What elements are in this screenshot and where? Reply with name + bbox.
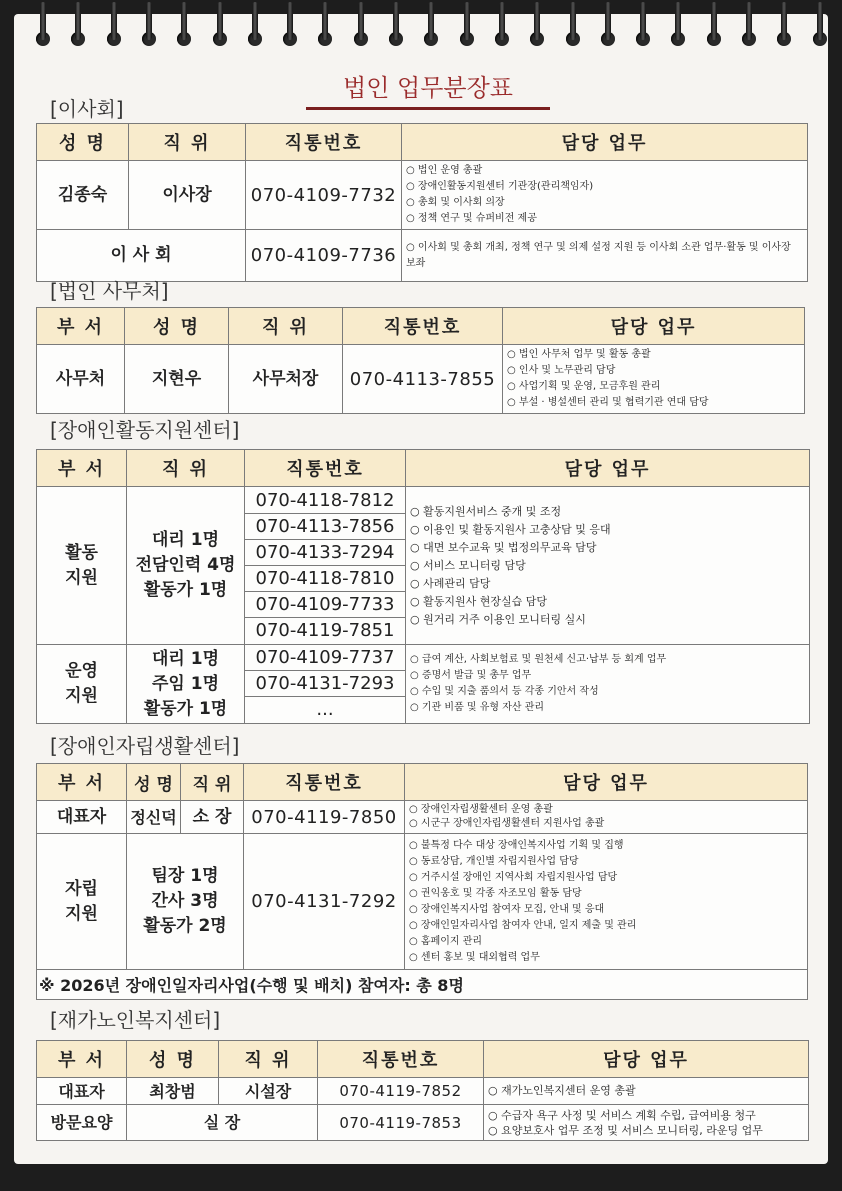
table-row [37, 1078, 809, 1105]
table-row [37, 834, 808, 970]
position-line: 활동가 1명 [143, 580, 228, 600]
position-cell: 소 장 [181, 801, 244, 834]
dept-cell: 대표자 [37, 801, 127, 834]
position-cell [127, 645, 245, 724]
duty-cell [402, 230, 808, 282]
dept-cell: 사무처 [37, 345, 125, 414]
duty-item: ○ 수급자 욕구 사정 및 서비스 계획 수립, 급여비용 청구 [488, 1108, 804, 1123]
elderly-center-table [36, 1040, 809, 1141]
phone-line: 070-4119-7851 [255, 619, 395, 641]
table-row [37, 345, 805, 414]
header-duty: 담당 업무 [406, 450, 810, 487]
duty-item: ○ 기관 비품 및 유형 자산 관리 [410, 700, 805, 716]
section-title-secretariat: [법인 사무처] [50, 279, 169, 303]
table-row [37, 487, 810, 645]
duty-item: ○ 활동지원사 현장실습 담당 [410, 593, 805, 611]
duty-item: ○ 장애인자립생활센터 운영 총괄 [409, 803, 803, 817]
binding-ring [248, 2, 262, 46]
position-line: 팀장 1명 [151, 866, 219, 886]
binding-ring [777, 2, 791, 46]
binding-ring [424, 2, 438, 46]
duty-item: ○ 홈페이지 관리 [409, 934, 803, 950]
binding-ring [283, 2, 297, 46]
duty-item: ○ 사업기획 및 운영, 모금후원 관리 [507, 379, 800, 395]
phone-line: 070-4133-7294 [245, 540, 405, 566]
phone-cell: 070-4109-7736 [246, 230, 402, 282]
binding-ring [389, 2, 403, 46]
duty-item: ○ 시군구 장애인자립생활센터 지원사업 총괄 [409, 817, 803, 831]
duty-cell [484, 1078, 809, 1105]
note-row [37, 970, 808, 1000]
duty-item: ○ 부설 · 병설센터 관리 및 협력기관 연대 담당 [507, 395, 800, 411]
binding-ring [36, 2, 50, 46]
dept-line: 활동 [65, 542, 98, 563]
position-line: 전담인력 4명 [135, 555, 236, 575]
header-position: 직 위 [127, 450, 245, 487]
header-phone: 직통번호 [318, 1041, 484, 1078]
duty-item: ○ 요양보호사 업무 조정 및 서비스 모니터링, 라운딩 업무 [488, 1123, 804, 1138]
duty-cell [503, 345, 805, 414]
binding-ring [601, 2, 615, 46]
header-dept: 부 서 [37, 308, 125, 345]
header-name: 성 명 [127, 764, 181, 801]
duty-item: ○ 인사 및 노무관리 담당 [507, 363, 800, 379]
position-cell: 사무처장 [229, 345, 343, 414]
phone-cell: 070-4119-7853 [318, 1105, 484, 1141]
header-dept: 부 서 [37, 450, 127, 487]
binding-ring [566, 2, 580, 46]
name-cell: 지현우 [125, 345, 229, 414]
name-cell: 정신덕 [127, 801, 181, 834]
position-cell: 이사장 [129, 161, 246, 230]
header-position: 직 위 [129, 124, 246, 161]
header-name: 성 명 [125, 308, 229, 345]
duty-item: ○ 총회 및 이사회 의장 [406, 195, 803, 211]
header-duty: 담당 업무 [503, 308, 805, 345]
position-cell: 실 장 [127, 1105, 318, 1141]
duty-cell [406, 645, 810, 724]
header-duty: 담당 업무 [484, 1041, 809, 1078]
header-phone: 직통번호 [343, 308, 503, 345]
phone-line: 070-4109-7733 [245, 592, 405, 618]
duty-item: ○ 급여 계산, 사회보험료 및 원천세 신고·납부 등 회계 업무 [410, 652, 805, 668]
duty-item: ○ 사례관리 담당 [410, 575, 805, 593]
duty-item: ○ 장애인활동지원센터 기관장(관리책임자) [406, 179, 803, 195]
table-row [37, 161, 808, 230]
header-phone: 직통번호 [244, 764, 405, 801]
dept-cell: 대표자 [37, 1078, 127, 1105]
dept-line: 자립 [65, 878, 98, 899]
header-phone: 직통번호 [246, 124, 402, 161]
duty-cell [402, 161, 808, 230]
binding-ring [636, 2, 650, 46]
phone-cell [245, 645, 406, 724]
table-row [37, 801, 808, 834]
position-cell: 시설장 [219, 1078, 318, 1105]
duty-item: ○ 거주시설 장애인 지역사회 자립지원사업 담당 [409, 870, 803, 886]
participants-note: ※ 2026년 장애인일자리사업(수행 및 배치) 참여자: 총 8명 [37, 970, 808, 1000]
binding-ring [495, 2, 509, 46]
header-name: 성 명 [37, 124, 129, 161]
phone-cell [245, 487, 406, 645]
position-line: 대리 1명 [151, 530, 219, 550]
dept-line: 지원 [65, 903, 98, 924]
duty-item: ○ 센터 홍보 및 대외협력 업무 [409, 950, 803, 966]
independent-living-table [36, 763, 808, 1000]
dept-line: 지원 [65, 686, 98, 706]
header-position: 직 위 [219, 1041, 318, 1078]
phone-cell: 070-4119-7852 [318, 1078, 484, 1105]
binding-ring [530, 2, 544, 46]
phone-line: 070-4118-7810 [245, 566, 405, 592]
header-duty: 담당 업무 [402, 124, 808, 161]
binding-ring [318, 2, 332, 46]
duty-item: ○ 장애인복지사업 참여자 모집, 안내 및 응대 [409, 902, 803, 918]
position-cell [127, 487, 245, 645]
duty-item: ○ 수입 및 지출 품의서 등 각종 기안서 작성 [410, 684, 805, 700]
duty-item: ○ 법인 사무처 업무 및 활동 총괄 [507, 347, 800, 363]
section-title-elderly-center: [재가노인복지센터] [50, 1008, 221, 1032]
phone-cell: 070-4113-7855 [343, 345, 503, 414]
binding-ring [671, 2, 685, 46]
board-table [36, 123, 808, 282]
header-duty: 담당 업무 [405, 764, 808, 801]
table-row [37, 645, 810, 724]
phone-line: 070-4113-7856 [245, 514, 405, 540]
position-line: 대리 1명 [151, 648, 219, 669]
header-position: 직 위 [229, 308, 343, 345]
binding-ring [213, 2, 227, 46]
secretariat-table [36, 307, 805, 414]
duty-item: ○ 법인 운영 총괄 [406, 163, 803, 179]
duty-item: ○ 장애인일자리사업 참여자 안내, 일지 제출 및 관리 [409, 918, 803, 934]
table-row [37, 230, 808, 282]
header-dept: 부 서 [37, 1041, 127, 1078]
dept-cell [37, 487, 127, 645]
position-line: 활동가 1명 [143, 698, 228, 719]
position-line: 주임 1명 [151, 673, 219, 694]
name-cell: 최창범 [127, 1078, 219, 1105]
duty-item: ○ 불특정 다수 대상 장애인복지사업 기획 및 집행 [409, 838, 803, 854]
dept-cell [37, 834, 127, 970]
dept-line: 운영 [65, 661, 98, 681]
duty-item: ○ 원거리 거주 이용인 모니터링 실시 [410, 611, 805, 629]
binding-ring [354, 2, 368, 46]
phone-cell: 070-4119-7850 [244, 801, 405, 834]
binding-ring [142, 2, 156, 46]
phone-cell: 070-4131-7292 [244, 834, 405, 970]
header-dept: 부 서 [37, 764, 127, 801]
position-cell [127, 834, 244, 970]
spiral-binding [0, 0, 842, 50]
position-line: 간사 3명 [151, 891, 219, 911]
name-cell: 김종숙 [37, 161, 129, 230]
dept-line: 지원 [65, 567, 98, 588]
duty-item: ○ 증명서 발급 및 총무 업무 [410, 668, 805, 684]
phone-line: 070-4109-7737 [245, 645, 405, 671]
duty-cell [406, 487, 810, 645]
activity-center-table [36, 449, 810, 724]
duty-item: ○ 이용인 및 활동지원사 고충상담 및 응대 [410, 521, 805, 539]
table-row [37, 1105, 809, 1141]
header-name: 성 명 [127, 1041, 219, 1078]
dept-cell: 방문요양 [37, 1105, 127, 1141]
binding-ring [707, 2, 721, 46]
phone-line: 070-4118-7812 [245, 488, 405, 514]
binding-ring [742, 2, 756, 46]
duty-item: ○ 정책 연구 및 슈퍼비전 제공 [406, 211, 803, 227]
duty-cell [484, 1105, 809, 1141]
section-title-activity-center: [장애인활동지원센터] [50, 418, 240, 442]
duty-item: ○ 권익옹호 및 각종 자조모임 활동 담당 [409, 886, 803, 902]
duty-item: ○ 서비스 모니터링 담당 [410, 557, 805, 575]
section-title-board: [이사회] [50, 97, 124, 121]
phone-cell: 070-4109-7732 [246, 161, 402, 230]
binding-ring [460, 2, 474, 46]
duty-cell [405, 834, 808, 970]
binding-ring [813, 2, 827, 46]
phone-line: ... [316, 699, 334, 720]
phone-line: 070-4131-7293 [245, 671, 405, 697]
section-title-independent-living: [장애인자립생활센터] [50, 734, 240, 758]
header-position: 직 위 [181, 764, 244, 801]
position-line: 활동가 2명 [143, 916, 227, 936]
name-cell: 이 사 회 [37, 230, 246, 282]
header-phone: 직통번호 [245, 450, 406, 487]
duty-item: ○ 동료상담, 개인별 자립지원사업 담당 [409, 854, 803, 870]
binding-ring [71, 2, 85, 46]
duty-item: ○ 이사회 및 총회 개최, 정책 연구 및 의제 설정 지원 등 이사회 소관 업무·활동 및 이사장 보좌 [406, 240, 803, 272]
duty-item: ○ 활동지원서비스 중개 및 조정 [410, 503, 805, 521]
duty-item: ○ 대면 보수교육 및 법정의무교육 담당 [410, 539, 805, 557]
page-title: 법인 업무분장표 [306, 70, 550, 110]
duty-item: ○ 재가노인복지센터 운영 총괄 [488, 1083, 804, 1099]
duty-cell [405, 801, 808, 834]
binding-ring [107, 2, 121, 46]
binding-ring [177, 2, 191, 46]
dept-cell [37, 645, 127, 724]
